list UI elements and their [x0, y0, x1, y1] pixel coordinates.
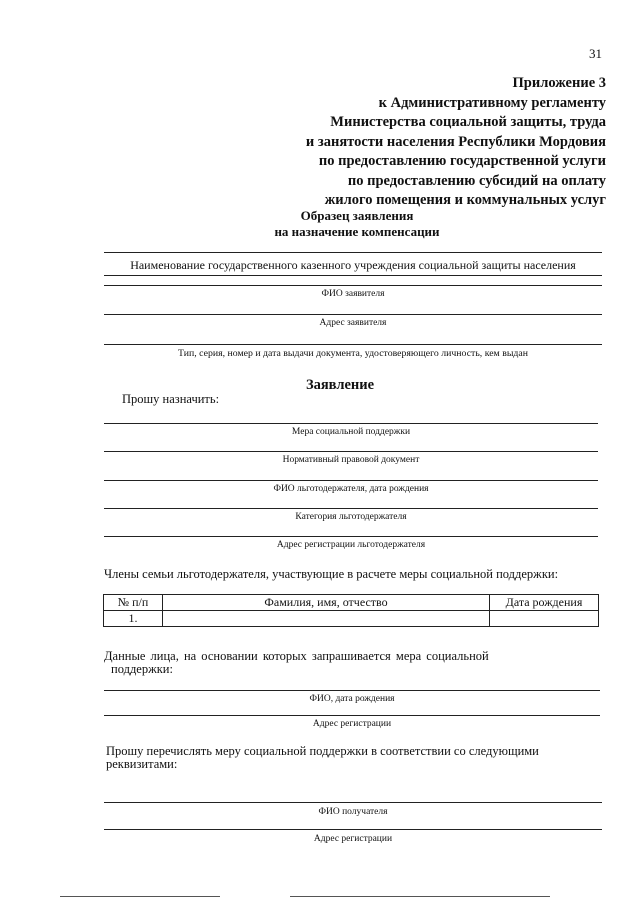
support-measure-line[interactable] — [104, 423, 598, 424]
beneficiary-name-caption: ФИО льготодержателя, дата рождения — [273, 484, 429, 494]
persons-text-line: Данные лица, на основании которых запрашивается мера социальной — [104, 649, 489, 663]
beneficiary-address-caption: Адрес регистрации льготодержателя — [276, 540, 426, 550]
annex-line: по предоставлению субсидий на оплату — [347, 172, 606, 189]
recipient-address-caption: Адрес регистрации — [313, 834, 393, 844]
scan-edge-line — [60, 896, 220, 897]
persons-name-caption: ФИО, дата рождения — [309, 694, 395, 704]
document-title — [0, 208, 640, 240]
page-number: 31 — [589, 46, 602, 61]
identity-document-line[interactable] — [104, 344, 602, 345]
recipient-name-line[interactable] — [104, 802, 602, 803]
legal-document-caption: Нормативный правовой документ — [282, 455, 420, 465]
applicant-address-caption: Адрес заявителя — [319, 318, 387, 328]
application-heading: Заявление — [305, 377, 375, 393]
annex-line: к Административному регламенту — [378, 94, 606, 111]
full-name-cell[interactable] — [163, 611, 490, 627]
institution-caption: Наименование государственного казенного учреждения социальной защиты населения — [130, 258, 576, 272]
institution-underline — [104, 275, 602, 276]
scan-edge-line — [290, 896, 550, 897]
identity-document-caption: Тип, серия, номер и дата выдачи документа, удостоверяющего личность, кем выдан — [178, 348, 528, 359]
applicant-address-line[interactable] — [104, 314, 602, 315]
family-members-table — [103, 594, 599, 627]
applicant-name-caption: ФИО заявителя — [321, 289, 385, 299]
column-header-number: № п/п — [104, 595, 163, 611]
persons-address-line[interactable] — [104, 715, 600, 716]
document-title-line: на назначение компенсации — [274, 224, 440, 239]
column-header-full-name: Фамилия, имя, отчество — [163, 595, 490, 611]
annex-line: Приложение 3 — [512, 75, 606, 91]
annex-block — [306, 74, 606, 211]
applicant-name-line[interactable] — [104, 285, 602, 286]
beneficiary-category-caption: Категория льготодержателя — [295, 512, 407, 522]
document-title-line: Образец заявления — [300, 208, 414, 223]
request-text: Прошу назначить: — [122, 392, 220, 406]
table-row — [104, 611, 599, 627]
beneficiary-category-line[interactable] — [104, 508, 598, 509]
transfer-text-line: Прошу перечислять меру социальной поддержки в соответствии со следующими — [106, 744, 539, 758]
support-measure-caption: Мера социальной поддержки — [291, 427, 411, 437]
beneficiary-name-line[interactable] — [104, 480, 598, 481]
persons-name-line[interactable] — [104, 690, 600, 691]
family-members-text: Члены семьи льготодержателя, участвующие в расчете меры социальной поддержки: — [104, 567, 559, 581]
annex-line: по предоставлению государственной услуги — [318, 153, 606, 169]
table-header-row — [104, 595, 599, 611]
recipient-address-line[interactable] — [104, 829, 602, 830]
row-number-cell: 1. — [104, 611, 163, 627]
legal-document-line[interactable] — [104, 451, 598, 452]
persons-text-line: поддержки: — [111, 662, 173, 676]
institution-line[interactable] — [104, 252, 602, 253]
annex-line: жилого помещения и коммунальных услуг — [324, 192, 606, 208]
birth-date-cell[interactable] — [490, 611, 599, 627]
annex-line: и занятости населения Республики Мордовия — [305, 133, 606, 150]
persons-address-caption: Адрес регистрации — [312, 719, 392, 729]
recipient-name-caption: ФИО получателя — [318, 807, 388, 817]
beneficiary-address-line[interactable] — [104, 536, 598, 537]
annex-line: Министерства социальной защиты, труда — [330, 114, 606, 130]
transfer-text-line: реквизитами: — [106, 757, 178, 771]
column-header-birth-date: Дата рождения — [490, 595, 599, 611]
